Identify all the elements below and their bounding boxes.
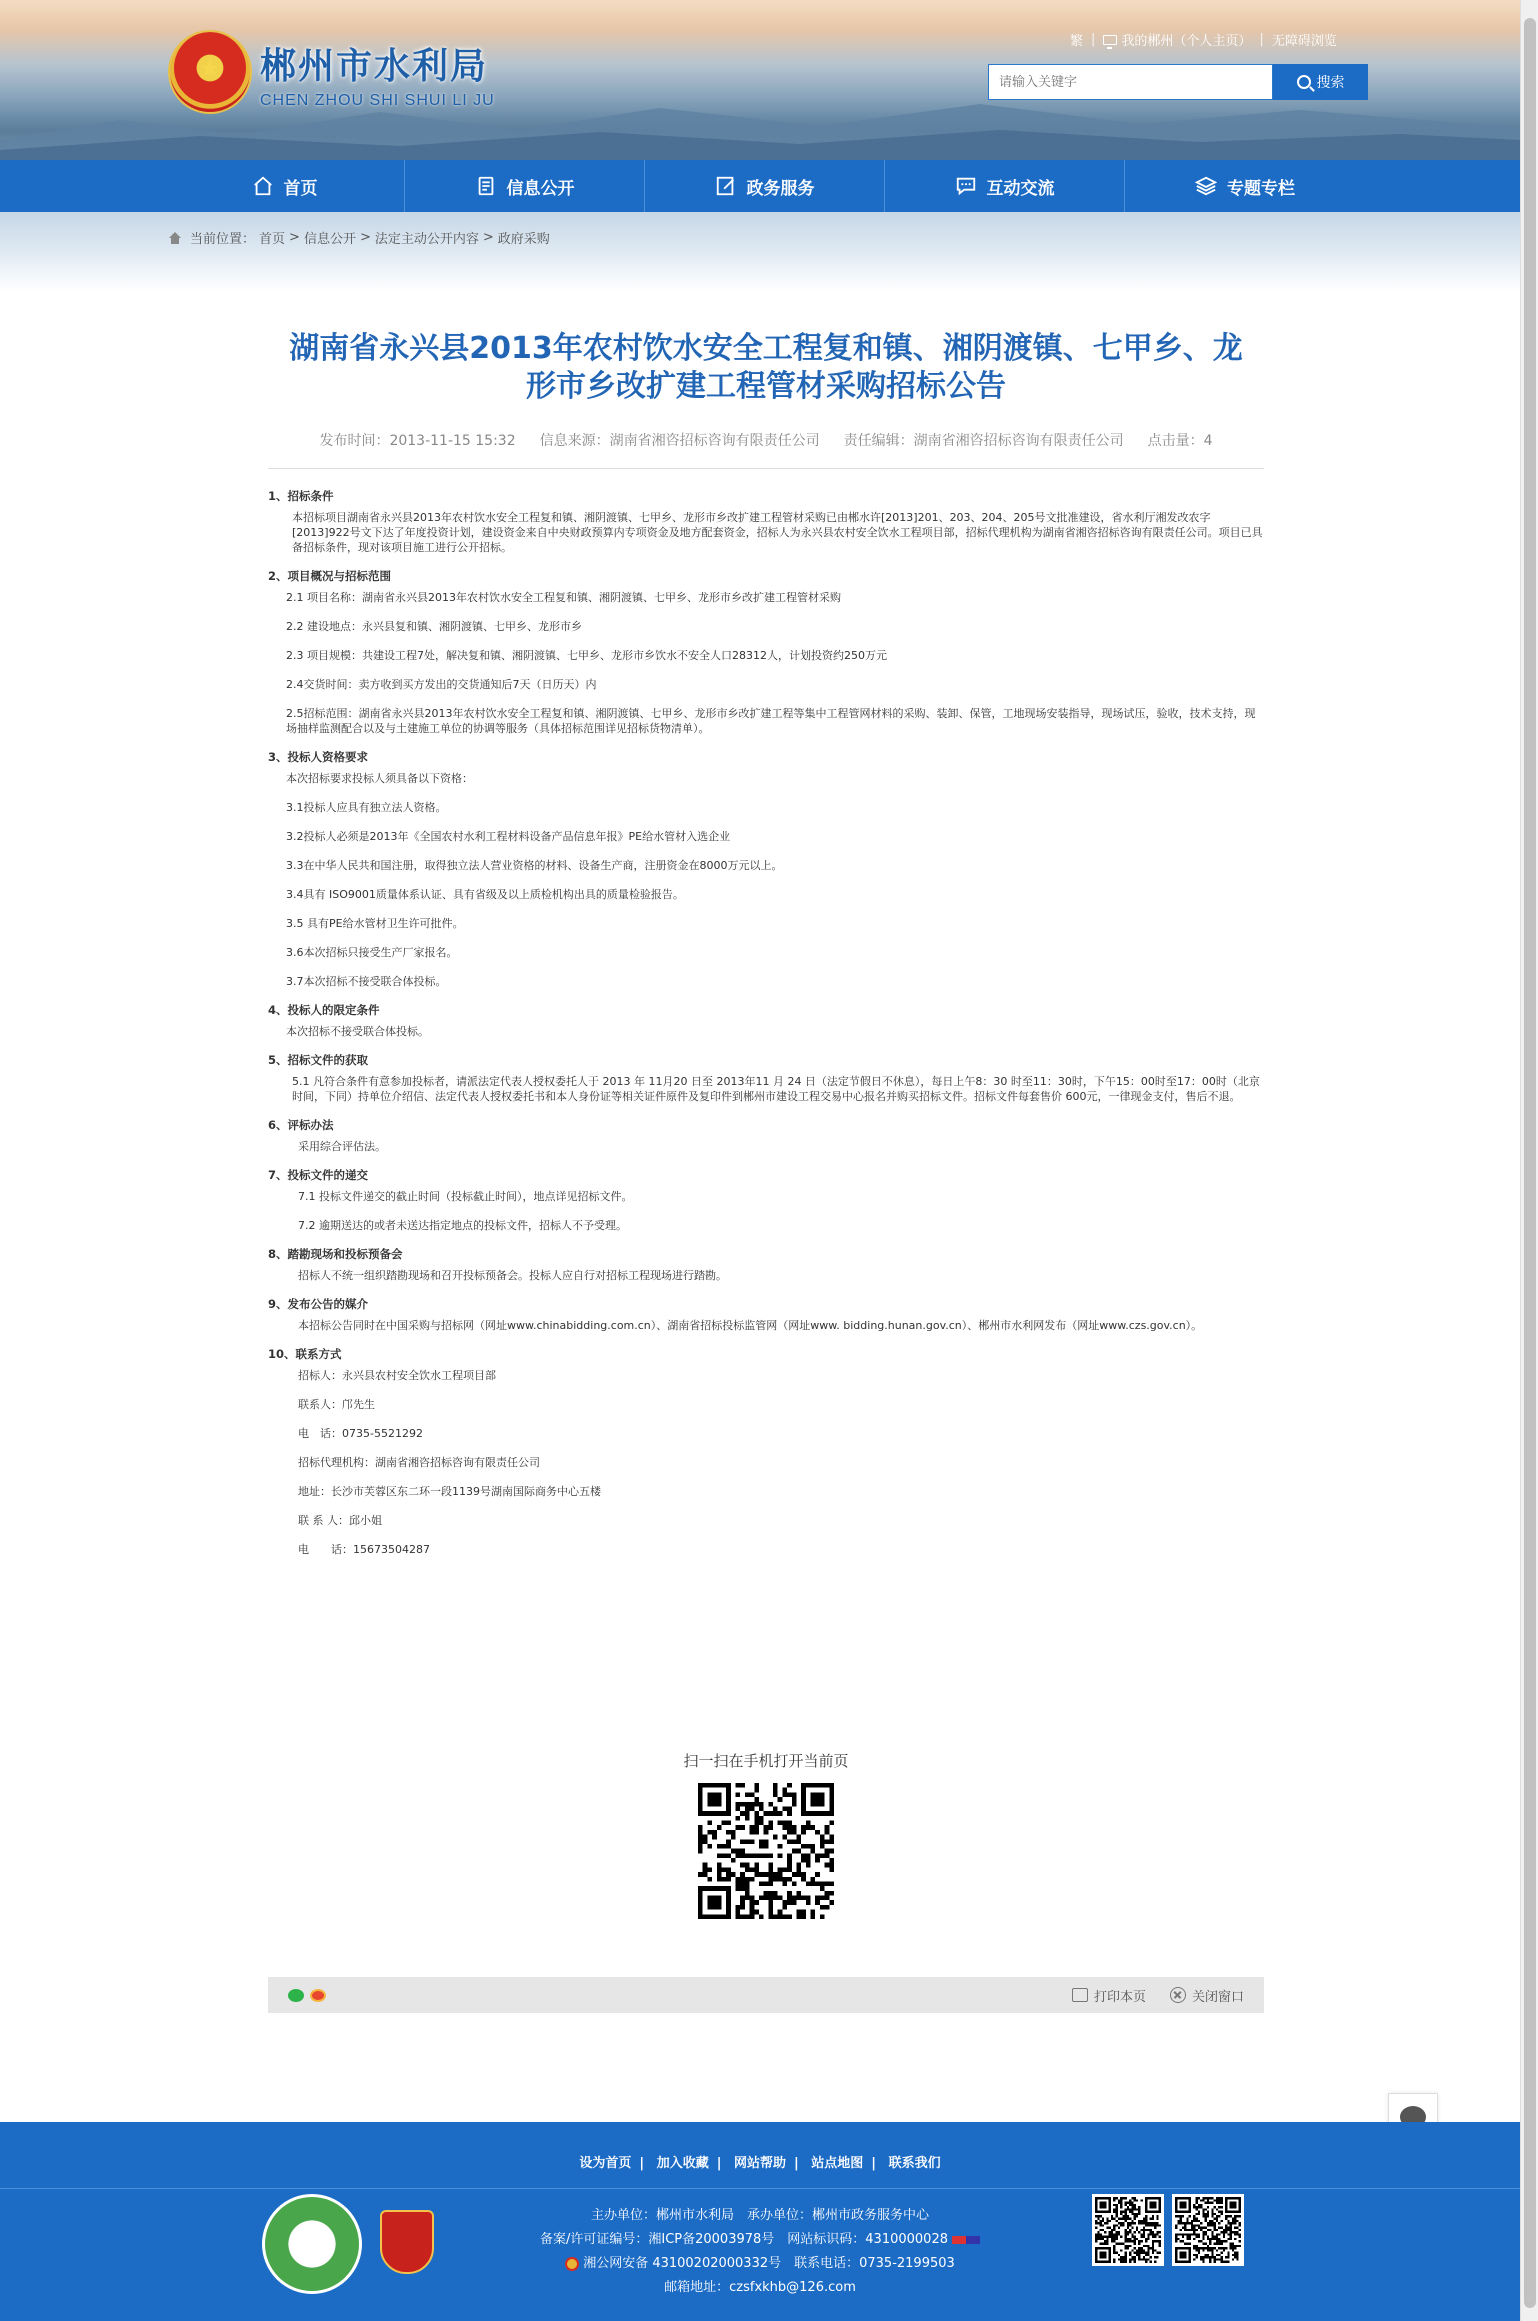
article (268, 330, 1264, 1571)
section-paragraph: 招标人：永兴县农村安全饮水工程项目部 (298, 1369, 496, 1382)
layers-icon (1195, 175, 1217, 197)
section-paragraph: 招标代理机构：湖南省湘咨招标咨询有限责任公司 (298, 1456, 540, 1469)
footer-link-help[interactable]: 网站帮助 (733, 2156, 786, 2171)
section-heading: 5、招标文件的获取 (268, 1053, 369, 1067)
nav-label: 首页 (283, 178, 318, 199)
nav-item-info-public[interactable] (405, 160, 645, 212)
footer-police-text[interactable]: 湘公网安备 43100202000332号 联系电话：0735-2199503 (583, 2256, 955, 2271)
section-paragraph: 联系人：邝先生 (298, 1398, 375, 1411)
main-nav (0, 160, 1520, 212)
close-window-button[interactable] (1170, 1986, 1244, 2005)
section-paragraph: 3.3在中华人民共和国注册，取得独立法人营业资格的材料、设备生产商，注册资金在8000万元以上。 (286, 859, 783, 872)
wechat-share-icon[interactable] (288, 1989, 304, 2002)
traditional-chinese-link[interactable]: 繁 (1070, 34, 1084, 49)
nav-label: 政务服务 (746, 178, 815, 199)
qr-code (698, 1783, 834, 1919)
edit-icon (715, 175, 737, 197)
nav-label: 信息公开 (506, 178, 575, 199)
section-paragraph: 3.1投标人应具有独立法人资格。 (286, 801, 447, 814)
nav-label: 专题专栏 (1227, 178, 1295, 199)
section-paragraph: 地址：长沙市芙蓉区东二环一段1139号湖南国际商务中心五楼 (298, 1485, 601, 1498)
divider: | (1259, 32, 1264, 47)
footer-link-sitemap[interactable]: 站点地图 (811, 2156, 864, 2171)
section-paragraph: 7.1 投标文件递交的截止时间（投标截止时间），地点详见招标文件。 (298, 1190, 633, 1203)
qr-label: 扫一扫在手机打开当前页 (683, 1752, 849, 1770)
footer-police (0, 2252, 1520, 2276)
section-paragraph: 本次招标不接受联合体投标。 (286, 1025, 429, 1038)
section-paragraph: 7.2 逾期送达的或者未送达指定地点的投标文件，招标人不予受理。 (298, 1219, 627, 1232)
gov-site-icon (952, 2236, 980, 2244)
section-heading: 10、联系方式 (268, 1347, 342, 1361)
section-paragraph: 2.4交货时间：卖方收到买方发出的交货通知后7天（日历天）内 (286, 678, 597, 691)
nav-item-interaction[interactable] (885, 160, 1125, 212)
home-icon (168, 232, 182, 244)
scrollbar[interactable] (1520, 0, 1538, 2321)
section-heading: 9、发布公告的媒介 (268, 1297, 369, 1311)
article-content (268, 489, 1264, 1557)
national-emblem-icon: ★ (170, 32, 250, 112)
nav-item-home[interactable] (165, 160, 405, 212)
footer-qr-code-2 (1172, 2194, 1244, 2266)
section-paragraph: 本招标公告同时在中国采购与招标网（网址www.chinabidding.com.cn）、湖南省招标投标监管网（网址www. bidding.hunan.gov.cn）、郴州市水利网发布（网址www.czs.gov.cn）。 (298, 1319, 1203, 1332)
info-source: 信息来源：湖南省湘咨招标咨询有限责任公司 (539, 433, 820, 449)
top-links (1070, 30, 1337, 49)
section-paragraph: 联 系 人：邱小姐 (298, 1514, 382, 1527)
my-site-link[interactable] (1103, 30, 1251, 49)
breadcrumb-band (0, 212, 1520, 292)
publish-time: 发布时间：2013-11-15 15:32 (319, 433, 516, 449)
section-heading: 2、项目概况与招标范围 (268, 569, 392, 583)
nav-item-special-topics[interactable] (1125, 160, 1365, 212)
monitor-icon (1103, 35, 1117, 45)
breadcrumb-item-info-public[interactable]: 信息公开 (303, 232, 356, 247)
close-label: 关闭窗口 (1191, 1989, 1244, 2005)
section-paragraph: 招标人不统一组织踏勘现场和召开投标预备会。投标人应自行对招标工程现场进行踏勘。 (298, 1269, 727, 1282)
footer-link-bookmark[interactable]: 加入收藏 (656, 2156, 709, 2171)
breadcrumb-sep: > (289, 230, 300, 245)
footer-divider (0, 2188, 1520, 2189)
print-button[interactable] (1072, 1986, 1146, 2005)
section-heading: 8、踏勘现场和投标预备会 (268, 1247, 403, 1261)
close-icon (1170, 1987, 1186, 2003)
home-icon (252, 175, 274, 197)
footer-icp (0, 2228, 1520, 2252)
document-icon (475, 175, 497, 197)
section-paragraph: 3.5 具有PE给水管材卫生许可批件。 (286, 917, 464, 930)
chat-icon (955, 175, 977, 197)
breadcrumb-item-procurement[interactable]: 政府采购 (497, 232, 550, 247)
share-bar (268, 1977, 1264, 2013)
footer-link-contact[interactable]: 联系我们 (888, 2156, 941, 2171)
accessible-browse-link[interactable]: 无障碍浏览 (1271, 34, 1337, 49)
section-paragraph: 2.3 项目规模：共建设工程7处，解决复和镇、湘阴渡镇、七甲乡、龙形市乡饮水不安全人口28312人，计划投资约250万元 (286, 649, 887, 662)
divider: | (1091, 32, 1096, 47)
scrollbar-thumb[interactable] (1524, 18, 1536, 2308)
share-icons (288, 1989, 326, 2002)
footer-qr-code-1 (1092, 2194, 1164, 2266)
breadcrumb-sep: > (359, 230, 371, 245)
breadcrumb-item-statutory[interactable]: 法定主动公开内容 (374, 232, 479, 247)
search-button-label: 搜索 (1316, 75, 1345, 91)
my-site-label: 我的郴州（个人主页） (1121, 34, 1252, 49)
section-paragraph: 本招标项目湖南省永兴县2013年农村饮水安全工程复和镇、湘阴渡镇、七甲乡、龙形市乡改扩建工程管材采购已由郴水许[2013]201、203、204、205号文批准建设，省水利厅湘发改农字[2013]922号文下达了年度投资计划，建设资金来自中央财政预算内专项资金及地方配套资金，招标人为永兴县农村安全饮水工程项目部，招标代理机构为湖南省湘咨招标咨询有限责任公司。项目已具备招标条件，现对该项目施工进行公开招标。 (292, 511, 1263, 554)
section-paragraph: 采用综合评估法。 (298, 1140, 386, 1153)
footer-icp-text[interactable]: 备案/许可证编号：湘ICP备20003978号 网站标识码：4310000028 (539, 2232, 948, 2247)
section-heading: 1、招标条件 (268, 489, 334, 503)
section-paragraph: 电 话：0735-5521292 (298, 1427, 423, 1440)
article-title: 湖南省永兴县2013年农村饮水安全工程复和镇、湘阴渡镇、七甲乡、龙形市乡改扩建工程管材采购招标公告 (289, 331, 1243, 404)
editor: 责任编辑：湖南省湘咨招标咨询有限责任公司 (843, 433, 1124, 449)
section-paragraph: 3.4具有 ISO9001质量体系认证、具有省级及以上质检机构出具的质量检验报告。 (286, 888, 684, 901)
printer-icon (1072, 1988, 1088, 2002)
site-name[interactable]: 郴州市水利局 (260, 46, 489, 87)
print-label: 打印本页 (1093, 1989, 1146, 2005)
footer (0, 2122, 1520, 2321)
header-banner (0, 0, 1520, 160)
bar-actions (1072, 1986, 1244, 2005)
section-paragraph: 3.2投标人必须是2013年《全国农村水利工程材料设备产品信息年报》PE给水管材入选企业 (286, 830, 731, 843)
view-count: 点击量：4 (1147, 433, 1213, 449)
search-box (988, 64, 1368, 100)
section-paragraph: 5.1 凡符合条件有意参加投标者，请派法定代表人授权委托人于 2013 年 11月20 日至 2013年11 月 24 日（法定节假日不休息），每日上午8：30 时至11：30时，下午15：00时至17：00时（北京时间，下同）持单位介绍信、法定代表人授权委托书和本人身份证等相关证件原件及复印件到郴州市建设工程交易中心报名并购买招标文件。招标文件每套售价 600元，一律现金支付，售后不退。 (292, 1075, 1260, 1103)
search-button[interactable] (1273, 64, 1368, 100)
site-pinyin: CHEN ZHOU SHI SHUI LI JU (260, 92, 495, 109)
nav-label: 互动交流 (986, 178, 1055, 199)
section-heading: 4、投标人的限定条件 (268, 1003, 380, 1017)
section-paragraph: 电 话：15673504287 (298, 1543, 430, 1556)
footer-info (0, 2204, 1520, 2300)
weibo-share-icon[interactable] (310, 1989, 326, 2002)
breadcrumb-item-home[interactable]: 首页 (259, 232, 286, 247)
footer-email: 邮箱地址：czsfxkhb@126.com (664, 2280, 856, 2295)
section-heading: 7、投标文件的递交 (268, 1168, 369, 1182)
police-emblem-icon (565, 2257, 579, 2271)
footer-link-set-home[interactable]: 设为首页 (579, 2156, 632, 2171)
nav-item-gov-service[interactable] (645, 160, 885, 212)
breadcrumb-sep: > (482, 230, 494, 245)
article-meta (268, 430, 1264, 469)
qr-block (268, 1750, 1264, 1923)
section-paragraph: 2.2 建设地点：永兴县复和镇、湘阴渡镇、七甲乡、龙形市乡 (286, 620, 582, 633)
section-paragraph: 2.5招标范围：湖南省永兴县2013年农村饮水安全工程复和镇、湘阴渡镇、七甲乡、龙形市乡改扩建工程等集中工程管网材料的采购、装卸、保管，工地现场安装指导，现场试压，验收，技术支持，现场抽样监测配合以及与土建施工单位的协调等服务（具体招标范围详见招标货物清单）。 (286, 707, 1256, 735)
section-paragraph: 本次招标要求投标人须具备以下资格： (286, 772, 473, 785)
breadcrumb-prefix: 当前位置： (190, 232, 256, 247)
breadcrumb (168, 228, 550, 247)
section-heading: 3、投标人资格要求 (268, 750, 369, 764)
footer-links: 设为首页 | 加入收藏 | 网站帮助 | 站点地图 | 联系我们 (579, 2156, 941, 2171)
section-paragraph: 3.7本次招标不接受联合体投标。 (286, 975, 447, 988)
section-paragraph: 2.1 项目名称：湖南省永兴县2013年农村饮水安全工程复和镇、湘阴渡镇、七甲乡、龙形市乡改扩建工程管材采购 (286, 591, 841, 604)
search-input[interactable] (988, 64, 1273, 100)
section-paragraph: 3.6本次招标只接受生产厂家报名。 (286, 946, 458, 959)
footer-sponsor: 主办单位：郴州市水利局 承办单位：郴州市政务服务中心 (590, 2208, 929, 2223)
search-icon (1297, 75, 1311, 89)
section-heading: 6、评标办法 (268, 1118, 334, 1132)
